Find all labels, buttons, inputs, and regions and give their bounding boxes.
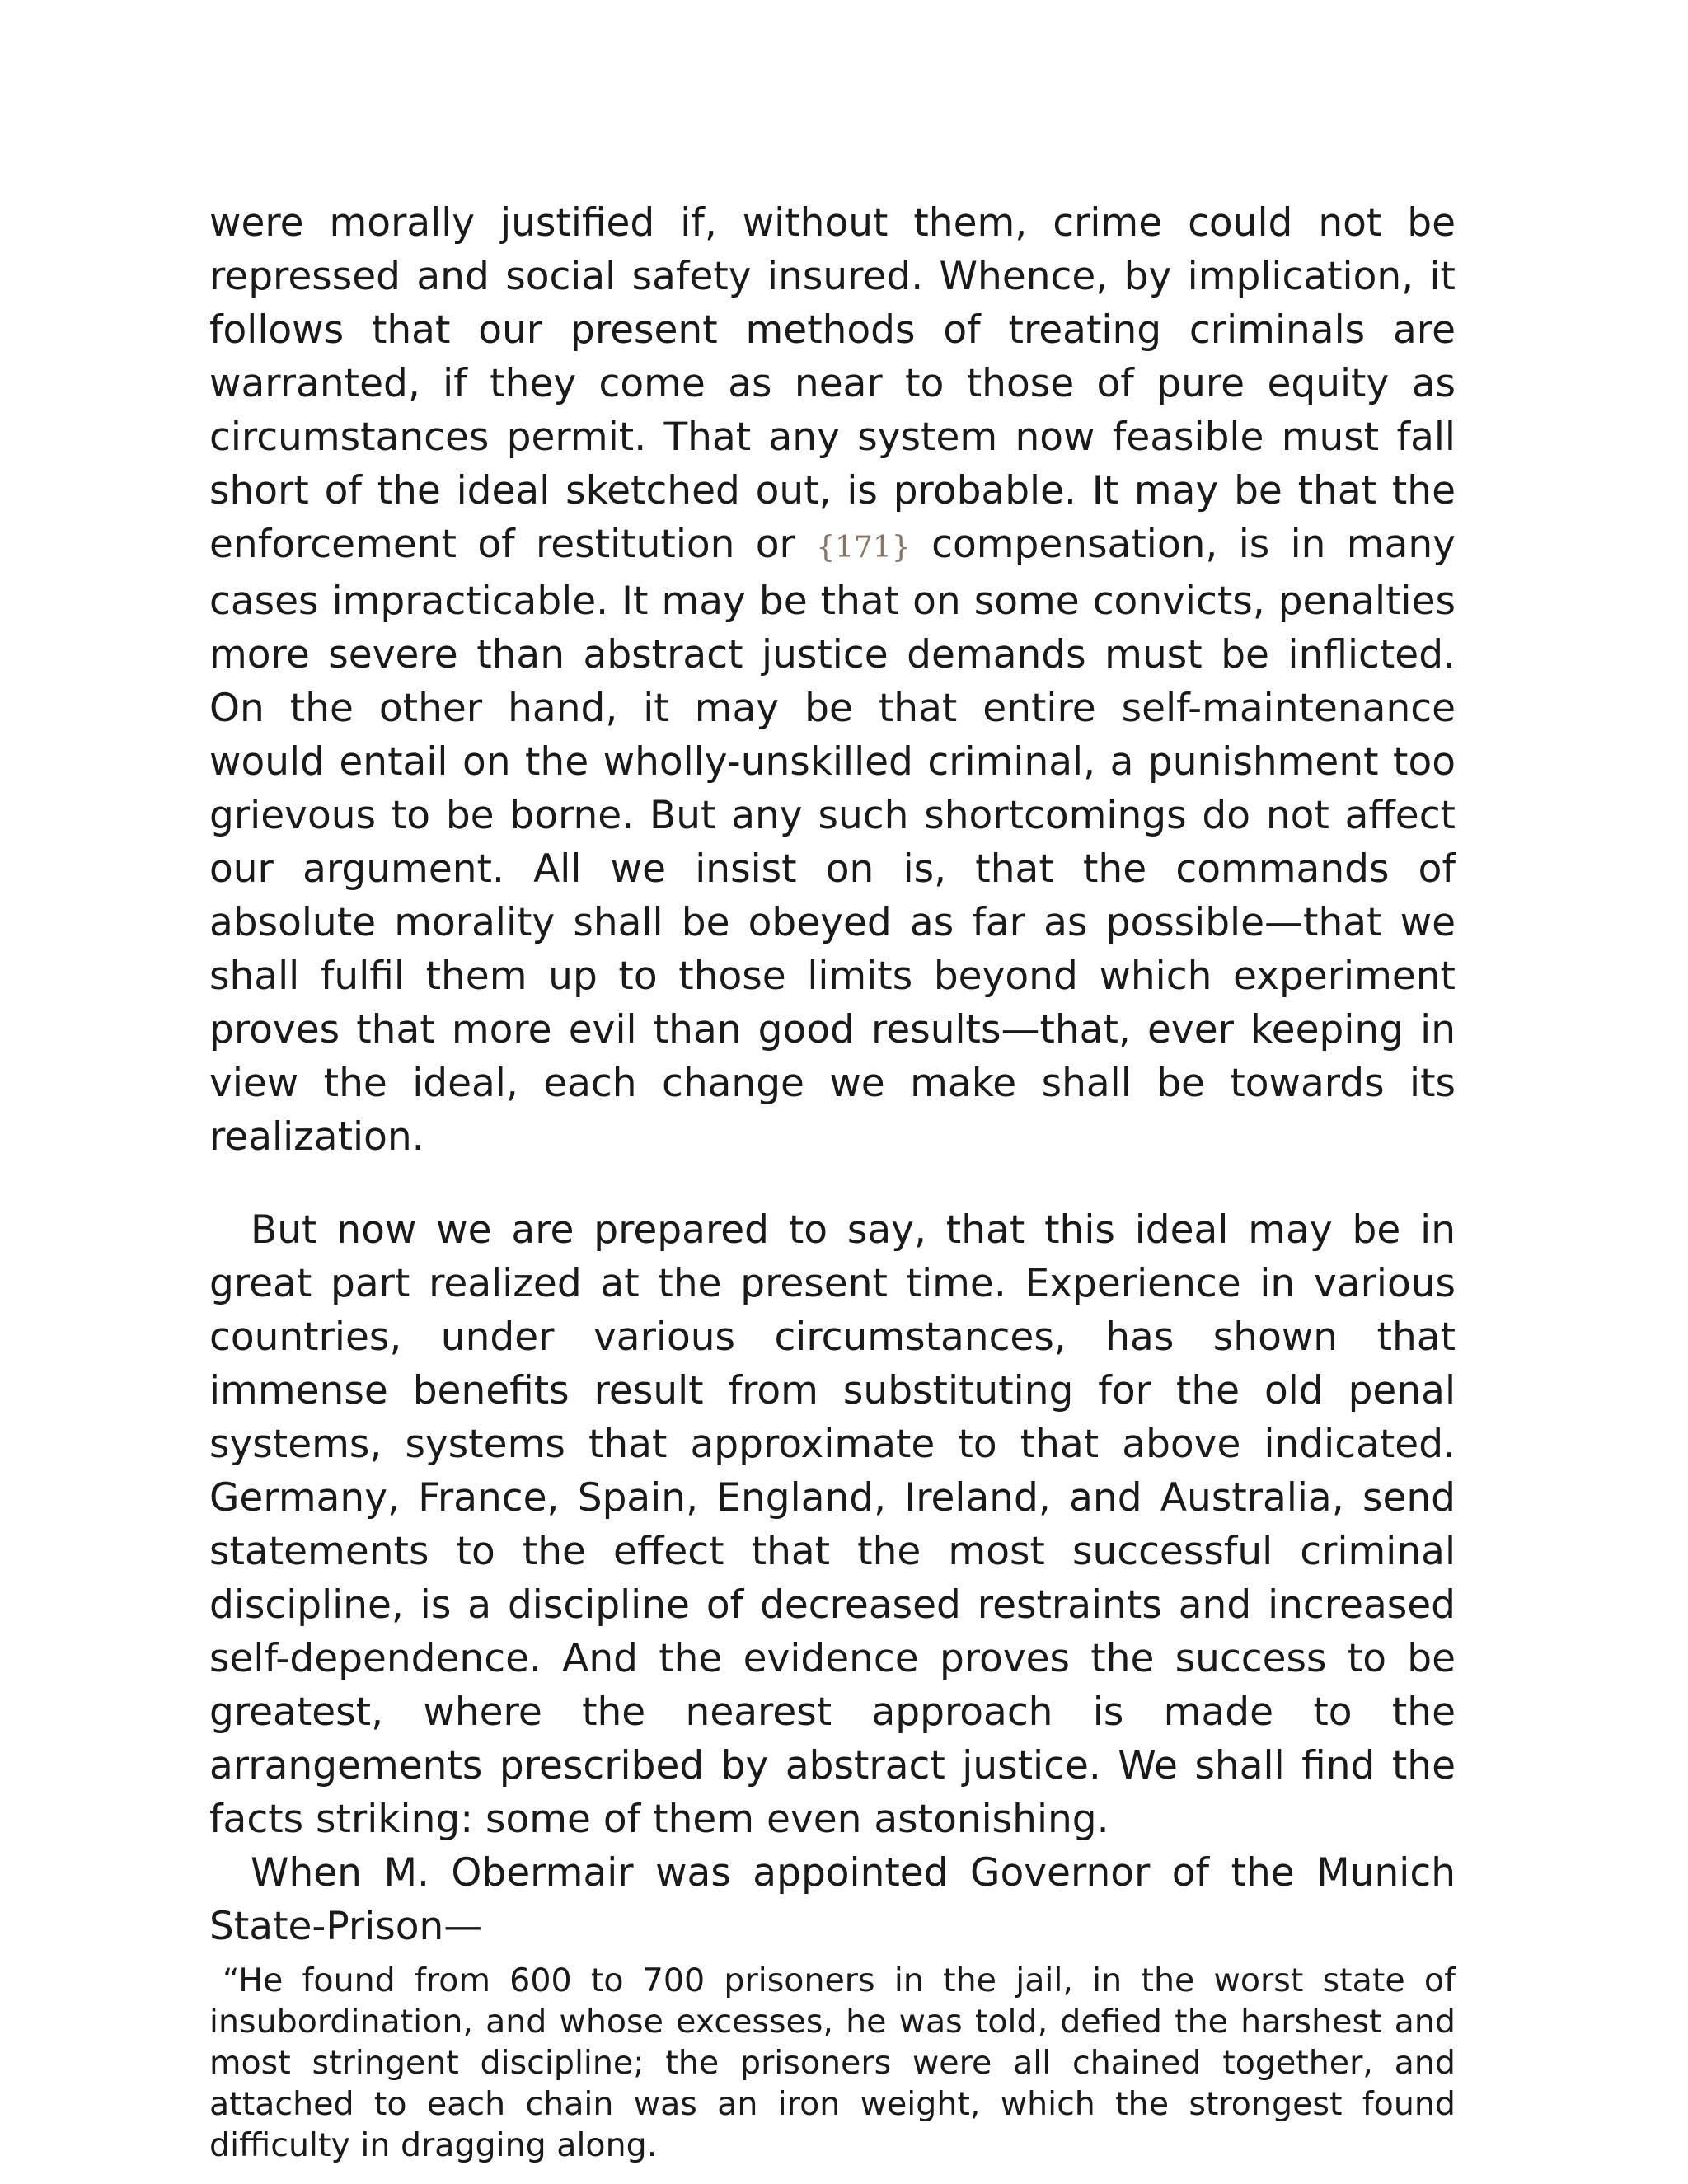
paragraph-1-part-b: compensation, is in many cases impracticable. It may be that on some convicts, penalties more severe than abstract justice demands must be inflicted. On the other hand, it may be that entire self-maintenance would entail on the wholly-unskilled criminal, a punishment too grievous to be borne. But any such shortcomings do not affect our argument. All we insist on is, that the commands of absolute morality shall be obeyed as far as possible—that we shall fulfil them up to those limits beyond which experiment proves that more evil than good results—that, ever keeping in view the ideal, each change we make shall be towards its realization.: [209, 522, 1456, 1160]
paragraph-2: But now we are prepared to say, that this ideal may be in great part realized at the present time. Experience in various countries, under various circumstances, has shown that immense benefits result from substituting for the old penal systems, systems that approximate to that above indicated. Germany, France, Spain, England, Ireland, and Australia, send statements to the effect that the most successful criminal discipline, is a discipline of decreased restraints and increased self-dependence. And the evidence proves the success to be greatest, where the nearest approach is made to the arrangements prescribed by abstract justice. We shall find the facts striking: some of them even astonishing.: [209, 1207, 1456, 1842]
page-number-marker: {171}: [816, 531, 911, 565]
block-quote: “He found from 600 to 700 prisoners in the jail, in the worst state of insubordination, and whose excesses, he was told, defied the harshest and most stringent discipline; the prisoners were all chained together, and attached to each chain was an iron weight, which the strongest found difficulty in dragging along.: [209, 1961, 1456, 2164]
paragraph-3: When M. Obermair was appointed Governor of the Munich State-Prison—: [209, 1850, 1456, 1949]
paragraph-1-part-a: were morally justified if, without them, crime could not be repressed and social safety insured. Whence, by implication, it follows that our present methods of treating criminals are warranted, if they come as near to those of pure equity as circumstances permit. That any system now feasible must fall short of the ideal sketched out, is probable. It may be that the enforcement of restitution or: [209, 200, 1456, 567]
paragraph-1: [209, 196, 1456, 1164]
document-page: [209, 196, 1456, 2166]
